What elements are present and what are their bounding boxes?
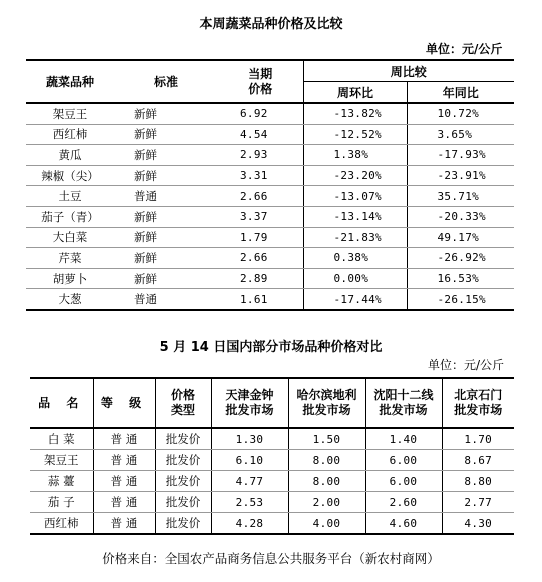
price-cell: 2.93 [218, 145, 303, 166]
header-beijing-shimen: 北京石门 批发市场 [442, 378, 514, 428]
table-row [26, 124, 514, 145]
source-note: 价格来自：全国农产品商务信息公共服务平台（新农村商网） [102, 551, 440, 566]
variety-cell: 架豆王 [26, 103, 114, 124]
table-row [30, 428, 514, 450]
tianjin-price-cell: 2.53 [211, 492, 288, 513]
price-cell: 4.54 [218, 124, 303, 145]
variety-cell: 辣椒（尖） [26, 165, 114, 186]
table-row [30, 450, 514, 471]
header-price-line1: 当期 [248, 66, 273, 81]
header-price [218, 60, 303, 103]
price-cell: 3.37 [218, 206, 303, 227]
standard-cell: 新鲜 [114, 165, 218, 186]
markets-title: 5 月 14 日国内部分市场品种价格对比 [159, 340, 383, 355]
beijing-price-cell: 8.67 [442, 450, 514, 471]
table-row [30, 513, 514, 535]
price-cell: 1.61 [218, 289, 303, 310]
beijing-price-cell: 2.77 [442, 492, 514, 513]
header-tianjin-jinzhong: 天津金钟 批发市场 [211, 378, 288, 428]
standard-cell: 新鲜 [114, 103, 218, 124]
table-row [26, 145, 514, 166]
name-cell: 白 菜 [30, 428, 93, 450]
weekly-unit: 单位：元/公斤 [426, 42, 503, 56]
price-cell: 2.89 [218, 268, 303, 289]
shenyang-price-cell: 2.60 [365, 492, 442, 513]
table-row [26, 227, 514, 248]
wow-cell: 1.38% [303, 145, 407, 166]
yoy-cell: -17.93% [407, 145, 514, 166]
standard-cell: 普通 [114, 289, 218, 310]
variety-cell: 茄子（青） [26, 206, 114, 227]
markets-unit: 单位：元/公斤 [428, 358, 505, 372]
harbin-price-cell: 4.00 [288, 513, 365, 535]
table-row [26, 289, 514, 310]
header-wow: 周环比 [303, 82, 407, 104]
grade-cell: 普 通 [93, 513, 155, 535]
wow-cell: -12.52% [303, 124, 407, 145]
beijing-price-cell: 4.30 [442, 513, 514, 535]
type-cell: 批发价 [155, 428, 211, 450]
table-row [26, 248, 514, 269]
price-cell: 1.79 [218, 227, 303, 248]
variety-cell: 芹菜 [26, 248, 114, 269]
harbin-price-cell: 8.00 [288, 471, 365, 492]
name-cell: 西红柿 [30, 513, 93, 535]
standard-cell: 新鲜 [114, 227, 218, 248]
variety-cell: 西红柿 [26, 124, 114, 145]
yoy-cell: -20.33% [407, 206, 514, 227]
header-price-type: 价格 类型 [155, 378, 211, 428]
header-name: 品 名 [30, 378, 93, 428]
variety-cell: 胡萝卜 [26, 268, 114, 289]
type-cell: 批发价 [155, 450, 211, 471]
standard-cell: 新鲜 [114, 248, 218, 269]
wow-cell: -13.07% [303, 186, 407, 207]
wow-cell: -13.14% [303, 206, 407, 227]
shenyang-price-cell: 6.00 [365, 471, 442, 492]
yoy-cell: 3.65% [407, 124, 514, 145]
variety-cell: 土豆 [26, 186, 114, 207]
table-row [30, 471, 514, 492]
shenyang-price-cell: 1.40 [365, 428, 442, 450]
variety-cell: 黄瓜 [26, 145, 114, 166]
type-cell: 批发价 [155, 492, 211, 513]
market-comparison-table [30, 377, 514, 535]
weekly-price-table [26, 59, 514, 311]
tianjin-price-cell: 4.77 [211, 471, 288, 492]
type-cell: 批发价 [155, 513, 211, 535]
standard-cell: 新鲜 [114, 206, 218, 227]
standard-cell: 普通 [114, 186, 218, 207]
name-cell: 架豆王 [30, 450, 93, 471]
wow-cell: -21.83% [303, 227, 407, 248]
name-cell: 茄 子 [30, 492, 93, 513]
name-cell: 蒜 薹 [30, 471, 93, 492]
table-row [26, 103, 514, 124]
wow-cell: -23.20% [303, 165, 407, 186]
harbin-price-cell: 2.00 [288, 492, 365, 513]
header-price-line2: 价格 [248, 81, 273, 96]
variety-cell: 大葱 [26, 289, 114, 310]
header-variety: 蔬菜品种 [26, 60, 114, 103]
tianjin-price-cell: 6.10 [211, 450, 288, 471]
variety-cell: 大白菜 [26, 227, 114, 248]
header-standard: 标准 [114, 60, 218, 103]
yoy-cell: 10.72% [407, 103, 514, 124]
beijing-price-cell: 8.80 [442, 471, 514, 492]
yoy-cell: -26.92% [407, 248, 514, 269]
yoy-cell: 49.17% [407, 227, 514, 248]
standard-cell: 新鲜 [114, 145, 218, 166]
yoy-cell: 35.71% [407, 186, 514, 207]
header-shenyang-12: 沈阳十二线 批发市场 [365, 378, 442, 428]
price-cell: 2.66 [218, 186, 303, 207]
tianjin-price-cell: 1.30 [211, 428, 288, 450]
wow-cell: -13.82% [303, 103, 407, 124]
harbin-price-cell: 1.50 [288, 428, 365, 450]
header-compare: 周比较 [303, 60, 514, 82]
table-row [26, 186, 514, 207]
header-harbin-dili: 哈尔滨地利 批发市场 [288, 378, 365, 428]
grade-cell: 普 通 [93, 492, 155, 513]
standard-cell: 新鲜 [114, 268, 218, 289]
yoy-cell: 16.53% [407, 268, 514, 289]
wow-cell: 0.00% [303, 268, 407, 289]
tianjin-price-cell: 4.28 [211, 513, 288, 535]
price-cell: 2.66 [218, 248, 303, 269]
grade-cell: 普 通 [93, 471, 155, 492]
grade-cell: 普 通 [93, 450, 155, 471]
shenyang-price-cell: 6.00 [365, 450, 442, 471]
table-row [30, 492, 514, 513]
header-yoy: 年同比 [407, 82, 514, 104]
beijing-price-cell: 1.70 [442, 428, 514, 450]
table-row [26, 206, 514, 227]
price-cell: 6.92 [218, 103, 303, 124]
standard-cell: 新鲜 [114, 124, 218, 145]
wow-cell: -17.44% [303, 289, 407, 310]
harbin-price-cell: 8.00 [288, 450, 365, 471]
yoy-cell: -23.91% [407, 165, 514, 186]
weekly-title: 本周蔬菜品种价格及比较 [199, 17, 343, 32]
type-cell: 批发价 [155, 471, 211, 492]
wow-cell: 0.38% [303, 248, 407, 269]
yoy-cell: -26.15% [407, 289, 514, 310]
header-grade: 等 级 [93, 378, 155, 428]
shenyang-price-cell: 4.60 [365, 513, 442, 535]
table-row [26, 268, 514, 289]
price-cell: 3.31 [218, 165, 303, 186]
grade-cell: 普 通 [93, 428, 155, 450]
table-row [26, 165, 514, 186]
